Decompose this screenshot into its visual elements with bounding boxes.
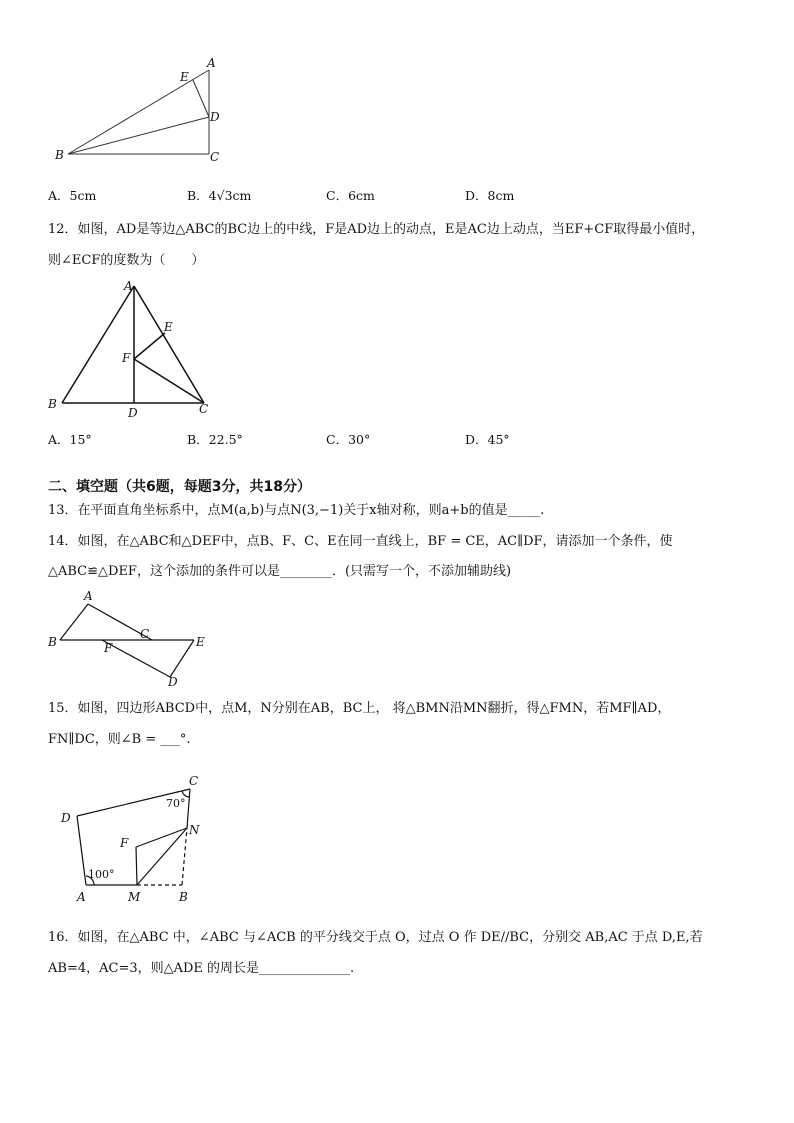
q15-stem-line1: 15．如图，四边形ABCD中，点M，N分别在AB，BC上， 将△BMN沿MN翻折，得△FMN，若MF∥AD， — [48, 701, 671, 716]
q14-label-d: D — [168, 675, 178, 689]
q12-label-e: E — [164, 320, 173, 334]
q15-label-b: B — [179, 890, 188, 904]
q15-label-a: A — [77, 890, 86, 904]
q12-option-c: C．30° — [326, 432, 371, 447]
q15-label-m: M — [128, 890, 141, 904]
q11-option-d: D．8cm — [465, 188, 515, 203]
q12-label-b: B — [48, 397, 57, 411]
q11-label-c: C — [210, 150, 220, 164]
q12-option-d: D．45° — [465, 432, 510, 447]
q15-angle-c: 70° — [166, 797, 186, 810]
q11-option-a: A．5cm — [48, 188, 97, 203]
q14-figure — [44, 586, 219, 691]
q15-label-d: D — [61, 811, 71, 825]
q12-label-f: F — [122, 351, 131, 365]
q11-label-e: E — [180, 70, 189, 84]
q14-stem-line1: 14．如图，在△ABC和△DEF中，点B、F、C、E在同一直线上，BF = CE，AC∥DF，请添加一个条件，使 — [48, 534, 673, 549]
q15-label-n: N — [189, 823, 200, 837]
section-heading: 二、填空题（共6题，每题3分，共18分） — [48, 479, 311, 495]
q12-stem-line2: 则∠ECF的度数为（ ） — [48, 253, 205, 268]
q15-label-f: F — [120, 836, 129, 850]
q12-stem-line1: 12．如图，AD是等边△ABC的BC边上的中线，F是AD边上的动点，E是AC边上动点，当EF+CF取得最小值时， — [48, 222, 705, 237]
q14-label-a: A — [84, 589, 93, 603]
q12-label-c: C — [199, 402, 209, 416]
q14-label-b: B — [48, 635, 57, 649]
q11-label-a: A — [207, 56, 216, 70]
q12-option-b: B．22.5° — [187, 432, 243, 447]
q16-stem-line1: 16．如图，在△ABC 中，∠ABC 与∠ACB 的平分线交于点 O，过点 O 作 DE//BC，分别交 AB,AC 于点 D,E,若 — [48, 930, 703, 945]
q14-label-c: C — [140, 627, 150, 641]
q11-figure — [50, 55, 230, 170]
q13-stem: 13．在平面直角坐标系中，点M(a,b)与点N(3,−1)关于x轴对称，则a+b的值是_____. — [48, 503, 545, 518]
q15-stem-line2: FN∥DC，则∠B = ___°. — [48, 732, 191, 747]
q14-stem-line2: △ABC≌△DEF，这个添加的条件可以是________．(只需写一个，不添加辅助线) — [48, 564, 512, 579]
q12-option-a: A．15° — [48, 432, 92, 447]
q12-label-a: A — [124, 279, 133, 293]
q14-label-e: E — [196, 635, 205, 649]
q12-figure — [44, 278, 229, 423]
q12-label-d: D — [128, 406, 138, 420]
q15-figure — [50, 770, 220, 905]
q11-option-b: B．4√3cm — [187, 188, 252, 203]
q16-stem-line2: AB=4，AC=3，则△ADE 的周长是______________. — [48, 961, 355, 976]
q14-label-f: F — [104, 641, 113, 655]
q11-label-d: D — [210, 110, 220, 124]
q15-label-c: C — [189, 774, 199, 788]
q11-option-c: C．6cm — [326, 188, 375, 203]
q15-angle-a: 100° — [88, 868, 115, 881]
q11-label-b: B — [55, 148, 64, 162]
